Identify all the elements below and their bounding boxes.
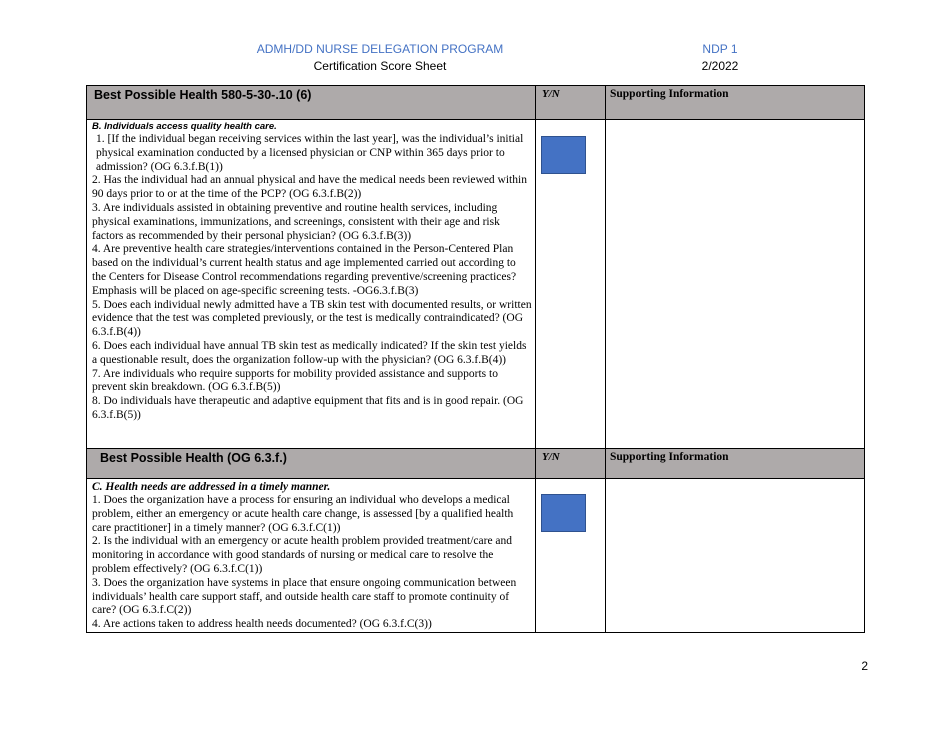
question-item: 6. Does each individual have annual TB skin test as medically indicated? If the skin test yields a questionable result, does the organization follow-up with the physician? (OG 6.3.f.B(4)) — [92, 339, 527, 366]
section-title: Best Possible Health (OG 6.3.f.) — [100, 451, 287, 465]
question-item: 3. Does the organization have systems in place that ensure ongoing communication between individuals’ health care support staff, and outside health care staff to promote continuity of care? (OG 6.3.f.C(2)) — [92, 576, 517, 617]
section-body-row — [87, 120, 865, 449]
question-item: 2. Is the individual with an emergency or acute health problem provided treatment/care and monitoring in accordance with good standards of nursing or medical care to resolve the problem effectively? (OG 6.3.f.C(1)) — [92, 535, 513, 575]
question-item: 1. [If the individual began receiving services within the last year], was the individual’s initial physical examination conducted by a licensed physician or CNP within 365 days prior to admission? (OG 6.3.f.B(1)) — [96, 133, 524, 173]
supporting-label: Supporting Information — [610, 88, 729, 100]
question-item: 4. Are preventive health care strategies/interventions contained in the Person-Centered Plan based on the individual’s current health status and age implemented carried out according to the Centers for Disease Control recommendations regarding preventive/screening practices? Emphasis will be placed on age-specific screening tests. -OG6.3.f.B(3) — [92, 243, 517, 297]
section-title: Best Possible Health 580-5-30-.10 (6) — [94, 88, 312, 102]
yn-answer-box[interactable] — [541, 136, 586, 174]
question-item: 4. Are actions taken to address health needs documented? (OG 6.3.f.C(3)) — [92, 618, 432, 631]
supporting-header-cell — [606, 449, 865, 479]
yn-label: Y/N — [542, 451, 560, 463]
form-code: NDP 1 — [702, 42, 738, 56]
question-item: 2. Has the individual had an annual physical and have the medical needs been reviewed within 90 days prior to or at the time of the PCP? (OG 6.3.f.B(2)) — [92, 174, 527, 201]
yn-label: Y/N — [542, 88, 560, 100]
section-subheading: C. Health needs are addressed in a timely manner. — [92, 481, 331, 493]
section-header-row — [87, 86, 865, 120]
section-body-row — [87, 479, 865, 633]
question-item: 7. Are individuals who require supports for mobility provided assistance and supports to prevent skin breakdown. (OG 6.3.f.B(5)) — [92, 367, 498, 394]
supporting-info-cell[interactable] — [606, 479, 865, 633]
section-subheading: B. Individuals access quality health care. — [92, 121, 277, 132]
section-header-row — [87, 449, 865, 479]
question-item: 5. Does each individual newly admitted have a TB skin test with documented results, or written evidence that the test was completed previously, or the test is medically contraindicated? (OG 6.3.f.B(4)) — [92, 298, 532, 339]
yn-header-cell — [536, 449, 606, 479]
supporting-label: Supporting Information — [610, 451, 729, 463]
supporting-header-cell — [606, 86, 865, 120]
section-title-cell — [87, 86, 536, 120]
supporting-info-cell[interactable] — [606, 120, 865, 449]
section-title-cell — [87, 449, 536, 479]
question-item: 8. Do individuals have therapeutic and adaptive equipment that fits and is in good repair. (OG 6.3.f.B(5)) — [92, 395, 524, 421]
program-title: ADMH/DD NURSE DELEGATION PROGRAM — [256, 42, 504, 56]
score-table — [86, 85, 865, 633]
questions-cell — [87, 479, 536, 633]
yn-answer-box[interactable] — [541, 494, 586, 532]
yn-header-cell — [536, 86, 606, 120]
question-item: 1. Does the organization have a process for ensuring an individual who develops a medical problem, either an emergency or acute health care change, is assessed [by a qualified health care practitioner] in a timely manner? (OG 6.3.f.C(1)) — [92, 494, 514, 534]
questions-cell — [87, 120, 536, 449]
form-date: 2/2022 — [701, 59, 739, 73]
page-number: 2 — [861, 659, 868, 673]
document-subtitle: Certification Score Sheet — [313, 59, 447, 73]
yn-answer-cell — [536, 120, 606, 449]
yn-answer-cell — [536, 479, 606, 633]
question-item: 3. Are individuals assisted in obtaining preventive and routine health services, including physical examinations, immunizations, and screenings, consistent with their age and risk factors as recommended by their personal physician? (OG 6.3.f.B(3)) — [92, 201, 500, 242]
